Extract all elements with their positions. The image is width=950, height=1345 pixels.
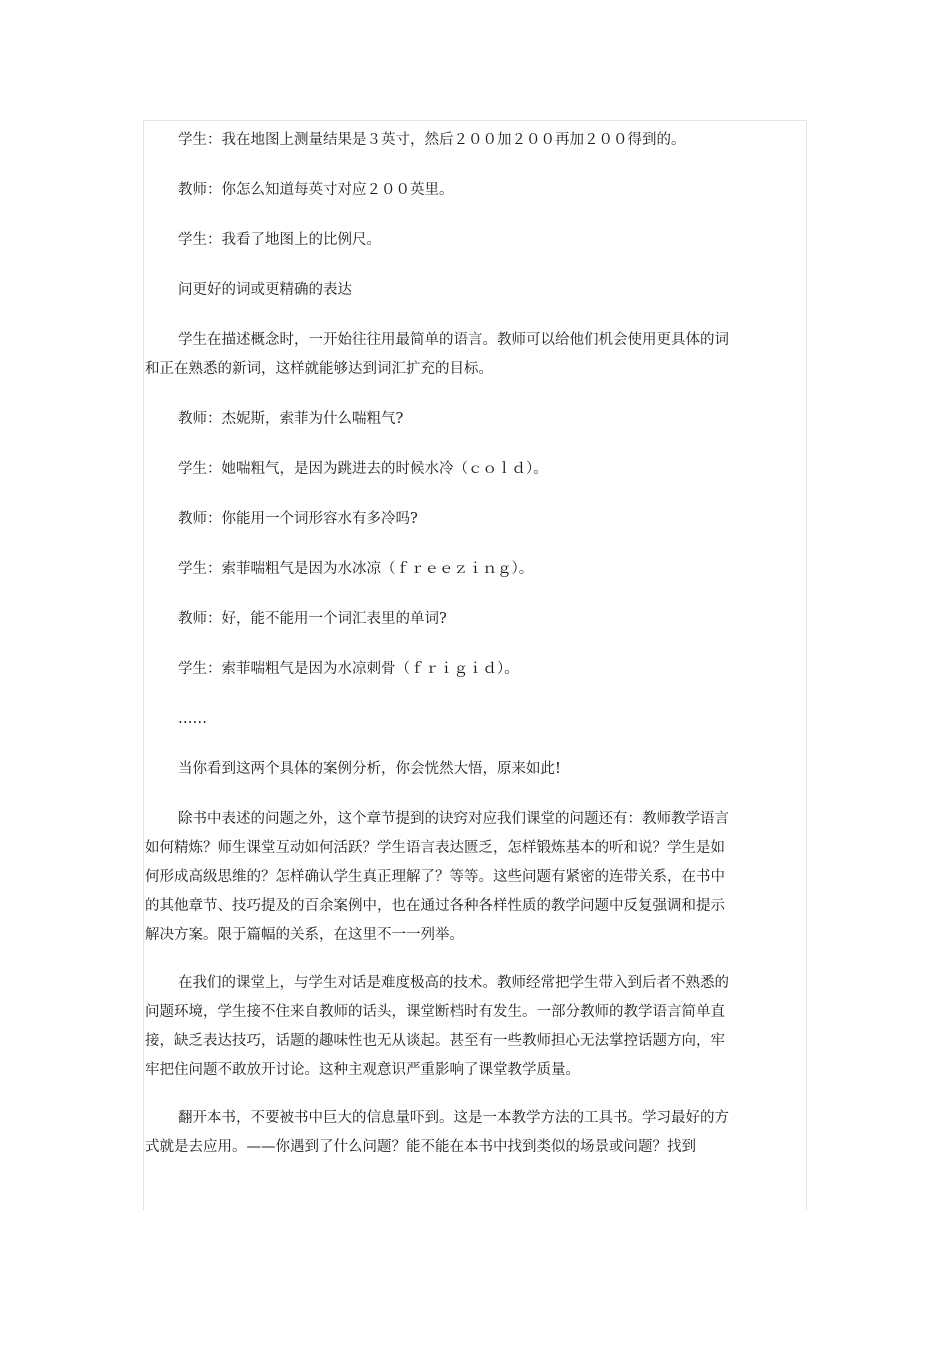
paragraph: 教师：你怎么知道每英寸对应２００英里。 (178, 182, 454, 198)
paragraph: 教师：你能用一个词形容水有多冷吗? (178, 511, 418, 527)
ellipsis: …… (178, 711, 207, 727)
paragraph: 翻开本书，不要被书中巨大的信息量吓到。这是一本教学方法的工具书。学习最好的方式就是去应用。——你遇到了什么问题？能不能在本书中找到类似的场景或问题？找到 (145, 1110, 729, 1155)
section-heading: 问更好的词或更精确的表达 (178, 282, 352, 298)
paragraph: 学生：我在地图上测量结果是３英寸，然后２００加２００再加２００得到的。 (178, 132, 686, 148)
paragraph: 教师：好，能不能用一个词汇表里的单词? (178, 611, 447, 627)
paragraph: 在我们的课堂上，与学生对话是难度极高的技术。教师经常把学生带入到后者不熟悉的问题环境，学生接不住来自教师的话头，课堂断档时有发生。一部分教师的教学语言简单直接，缺乏表达技巧，话题的趣味性也无从谈起。甚至有一些教师担心无法掌控话题方向，牢牢把住问题不敢放开讨论。这种主观意识严重影响了课堂教学质量。 (145, 975, 729, 1078)
paragraph: 教师：杰妮斯，索菲为什么喘粗气? (178, 411, 404, 427)
paragraph: 学生：她喘粗气，是因为跳进去的时候水冷（ｃｏｌｄ）。 (178, 461, 548, 477)
paragraph: 学生在描述概念时，一开始往往用最简单的语言。教师可以给他们机会使用更具体的词和正在熟悉的新词，这样就能够达到词汇扩充的目标。 (145, 332, 729, 377)
paragraph: 除书中表述的问题之外，这个章节提到的诀窍对应我们课堂的问题还有：教师教学语言如何精炼？师生课堂互动如何活跃？学生语言表达匮乏，怎样锻炼基本的听和说？学生是如何形成高级思维的？怎样确认学生真正理解了？等等。这些问题有紧密的连带关系，在书中的其他章节、技巧提及的百余案例中，也在通过各种各样性质的教学问题中反复强调和提示解决方案。限于篇幅的关系，在这里不一一列举。 (145, 811, 729, 943)
paragraph: 学生：我看了地图上的比例尺。 (178, 232, 381, 248)
paragraph: 当你看到这两个具体的案例分析，你会恍然大悟，原来如此! (178, 761, 561, 777)
paragraph: 学生：索菲喘粗气是因为水冰凉（ｆｒｅｅｚｉｎｇ）。 (178, 561, 534, 577)
document-body (145, 126, 735, 1162)
paragraph: 学生：索菲喘粗气是因为水凉刺骨（ｆｒｉｇｉｄ）。 (178, 661, 519, 677)
